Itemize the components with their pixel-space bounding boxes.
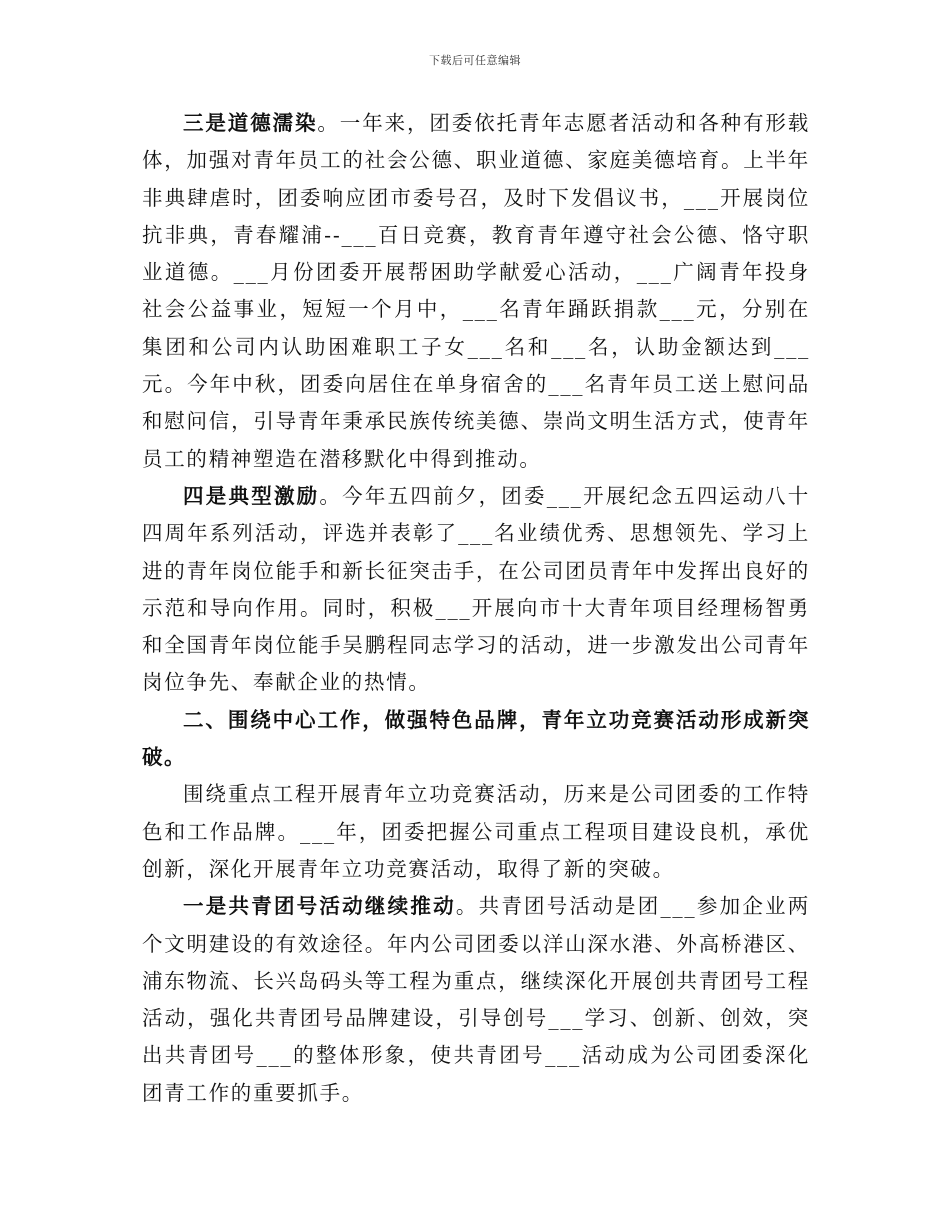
paragraph-text: 。一年来，团委依托青年志愿者活动和各种有形载体，加强对青年员工的社会公德、职业道德、家庭美德培育。上半年非典肆虐时，团委响应团市委号召，及时下发倡议书，___开展岗位抗非典，青春耀浦--___百日竞赛，教育青年遵守社会公德、恪守职业道德。___月份团委开展帮困助学献爱心活动，___广阔青年投身社会公益事业，短短一个月中，___名青年踊跃捐款___元，分别在集团和公司内认助困难职工子女___名和___名，认助金额达到___元。今年中秋，团委向居住在单身宿舍的___名青年员工送上慰问品和慰问信，引导青年秉承民族传统美德、崇尚文明生活方式，使青年员工的精神塑造在潜移默化中得到推动。 [142,111,810,471]
paragraph-lead: 一是共青团号活动继续推动 [183,894,456,919]
paragraph-lead: 四是典型激励 [183,483,320,508]
section-heading: 二、围绕中心工作，做强特色品牌，青年立功竞赛活动形成新突破。 [142,707,810,770]
paragraph-text: 。共青团号活动是团___参加企业两个文明建设的有效途径。年内公司团委以洋山深水港、外高桥港区、浦东物流、长兴岛码头等工程为重点，继续深化开展创共青团号工程活动，强化共青团号品牌建设，引导创号___学习、创新、创效，突出共青团号___的整体形象，使共青团号___活动成为公司团委深化团青工作的重要抓手。 [142,894,810,1105]
paragraph-section-intro: 围绕重点工程开展青年立功竞赛活动，历来是公司团委的工作特色和工作品牌。___年，团委把握公司重点工程项目建设良机，承优创新，深化开展青年立功竞赛活动，取得了新的突破。 [142,782,810,881]
paragraph-role-models [142,478,810,702]
document-body [142,105,810,1112]
paragraph-youth-league [142,888,810,1112]
page-header: 下载后可任意编辑 [429,54,521,67]
paragraph-lead: 三是道德濡染 [183,111,318,135]
paragraph-moral-education [142,105,810,478]
paragraph-text: 。今年五四前夕，团委___开展纪念五四运动八十四周年系列活动，评选并表彰了___名业绩优秀、思想领先、学习上进的青年岗位能手和新长征突击手，在公司团员青年中发挥出良好的示范和导向作用。同时，积极___开展向市十大青年项目经理杨智勇和全国青年岗位能手吴鹏程同志学习的活动，进一步激发出公司青年岗位争先、奉献企业的热情。 [142,483,810,695]
